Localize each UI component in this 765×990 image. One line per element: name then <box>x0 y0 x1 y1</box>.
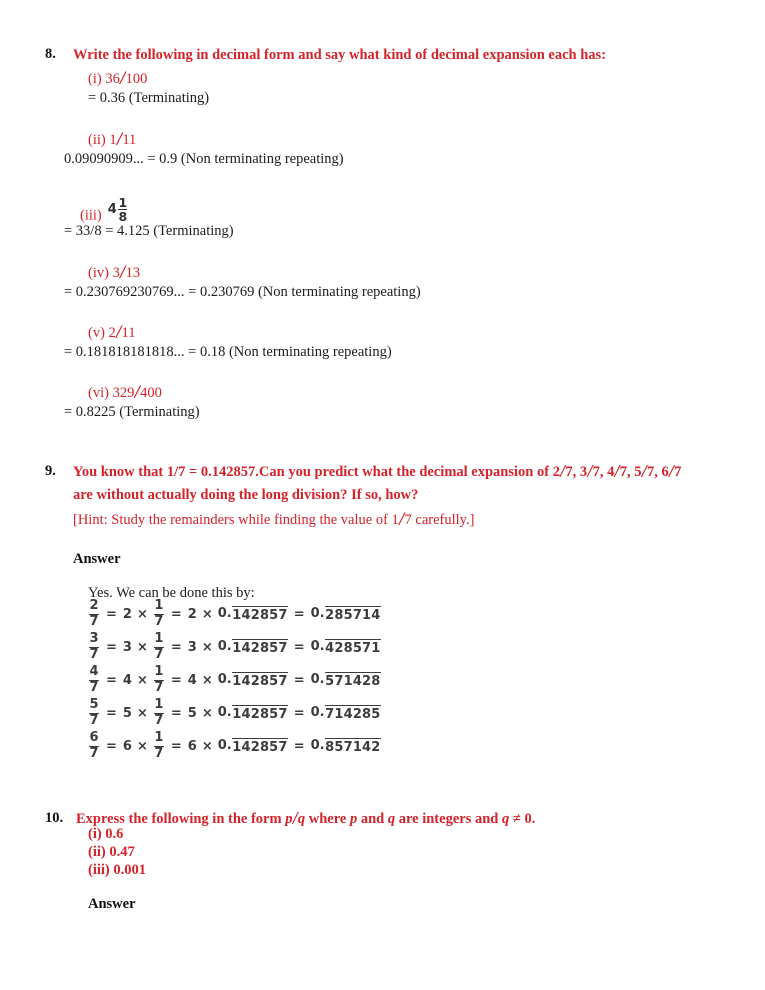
coefficient: 3 <box>187 639 197 655</box>
coefficient: 5 <box>187 705 197 721</box>
variable-p: p <box>349 811 358 827</box>
question-9-hint: [Hint: Study the remainders while finding the value of 1/7 carefully.] <box>73 509 475 530</box>
vinculum-overline: 571428 <box>325 673 381 689</box>
fraction-one-seventh: $\frac{1}{7}$ <box>154 631 164 662</box>
question-10-answer-heading: Answer <box>88 896 136 912</box>
fraction-slash-icon: / <box>587 461 593 481</box>
repeating-decimal-base: 0. 142857 <box>217 671 288 689</box>
vinculum-overline: 142857 <box>232 640 288 656</box>
question-10-number: 10. <box>45 810 64 826</box>
times-sign: × <box>201 705 213 721</box>
coefficient: 2 <box>187 606 197 622</box>
repeating-decimal-result: 0. 714285 <box>310 704 381 722</box>
q8-item-iv-answer: = 0.230769230769... = 0.230769 (Non terminating repeating) <box>64 284 421 300</box>
times-sign: × <box>201 639 213 655</box>
vinculum-overline: 142857 <box>232 706 288 722</box>
q8-item-ii-answer: 0.09090909... = 0.9 (Non terminating repeating) <box>64 151 344 167</box>
equals-sign: = <box>293 606 305 622</box>
vinculum-overline: 428571 <box>325 640 381 656</box>
q8-item-i-label: (i) 36/100 <box>88 68 148 89</box>
equals-sign: = <box>293 705 305 721</box>
equals-sign: = <box>106 672 117 688</box>
q8-item-iv-label: (iv) 3/13 <box>88 262 141 283</box>
repeating-decimal-base: 0. 142857 <box>217 737 288 755</box>
times-sign: × <box>136 672 148 688</box>
fraction-four-sevenths: $\frac{4}{7}$ <box>89 664 99 695</box>
times-sign: × <box>201 606 213 622</box>
equals-sign: = <box>106 705 117 721</box>
vinculum-overline: 714285 <box>325 706 381 722</box>
mixed-fraction-four-one-eighth: 4 $\frac{1}{8}$ <box>107 195 128 224</box>
equals-sign: = <box>170 705 182 721</box>
q8-item-iii-label: (iii) 4 $\frac{1}{8}$ <box>80 195 128 224</box>
times-sign: × <box>201 672 213 688</box>
question-8-heading <box>45 44 685 67</box>
fraction-slash-icon: / <box>641 461 647 481</box>
coefficient: 6 <box>187 738 197 754</box>
variable-p: p <box>285 811 293 827</box>
question-8-number: 8. <box>45 46 56 62</box>
equation-row <box>88 666 381 694</box>
variable-q: q <box>387 811 396 827</box>
equation-row <box>88 699 381 727</box>
q8-item-i-answer: = 0.36 (Terminating) <box>88 90 210 106</box>
times-sign: × <box>136 606 148 622</box>
q8-item-vi-label: (vi) 329/400 <box>88 382 162 403</box>
fraction-one-seventh: $\frac{1}{7}$ <box>154 664 164 695</box>
question-9-number: 9. <box>45 463 56 479</box>
fraction-slash-icon: / <box>614 461 620 481</box>
times-sign: × <box>201 738 213 754</box>
equals-sign: = <box>170 606 182 622</box>
fraction-six-sevenths: $\frac{6}{7}$ <box>89 730 99 761</box>
fraction-slash-icon: / <box>116 129 123 150</box>
variable-q: q <box>501 811 510 827</box>
fraction-slash-icon: / <box>134 382 140 403</box>
equals-sign: = <box>293 639 305 655</box>
q8-item-ii-label: (ii) 1/11 <box>88 129 137 150</box>
vinculum-overline: 857142 <box>325 739 381 755</box>
repeating-decimal-result: 0. 857142 <box>310 737 381 755</box>
equals-sign: = <box>170 672 182 688</box>
repeating-decimal-result: 0. 571428 <box>310 671 381 689</box>
question-9-heading <box>45 461 685 508</box>
fraction-slash-icon: / <box>116 322 122 343</box>
equals-sign: = <box>106 738 117 754</box>
equals-sign: = <box>293 738 305 754</box>
q10-item-iii: (iii) 0.001 <box>88 862 146 878</box>
question-10-heading <box>45 808 705 831</box>
fraction-slash-icon: / <box>560 461 566 481</box>
repeating-decimal-result: 0. 428571 <box>310 638 381 656</box>
coefficient: 2 <box>122 606 132 622</box>
q10-item-i: (i) 0.6 <box>88 826 124 842</box>
equals-sign: = <box>106 639 117 655</box>
q8-item-v-answer: = 0.181818181818... = 0.18 (Non terminating repeating) <box>64 344 392 360</box>
repeating-decimal-base: 0. 142857 <box>217 605 288 623</box>
q8-item-vi-answer: = 0.8225 (Terminating) <box>64 404 200 420</box>
repeating-decimal-base: 0. 142857 <box>217 638 288 656</box>
coefficient: 3 <box>122 639 132 655</box>
question-8-prompt: Write the following in decimal form and say what kind of decimal expansion each has: <box>73 47 607 63</box>
equals-sign: = <box>106 606 117 622</box>
equation-row <box>88 633 381 661</box>
fraction-slash-icon: / <box>399 509 405 530</box>
fraction-two-sevenths: $\frac{2}{7}$ <box>89 598 99 629</box>
coefficient: 5 <box>122 705 132 721</box>
fraction-slash-icon: / <box>669 461 674 481</box>
q8-item-iii-answer: = 33/8 = 4.125 (Terminating) <box>64 223 234 239</box>
times-sign: × <box>136 639 148 655</box>
vinculum-overline: 142857 <box>232 607 288 623</box>
question-9-prompt: You know that 1/7 = 0.142857.Can you predict what the decimal expansion of 2/7, 3/7, 4/7, 5/7, 6/7 are without actually doing the long division? If so, how? <box>73 461 682 504</box>
question-10-prompt: Express the following in the form p/q where p and q are integers and q ≠ 0. <box>76 808 536 828</box>
vinculum-overline: 142857 <box>232 739 288 755</box>
repeating-decimal-result: 0. 285714 <box>310 605 381 623</box>
coefficient: 4 <box>122 672 132 688</box>
fraction-one-seventh: $\frac{1}{7}$ <box>154 697 164 728</box>
fraction-one-seventh: $\frac{1}{7}$ <box>154 598 164 629</box>
variable-q: q <box>297 811 306 827</box>
vinculum-overline: 142857 <box>232 673 288 689</box>
q8-item-v-label: (v) 2/11 <box>88 322 136 343</box>
equals-sign: = <box>293 672 305 688</box>
fraction-five-sevenths: $\frac{5}{7}$ <box>89 697 99 728</box>
fraction-one-seventh: $\frac{1}{7}$ <box>154 730 164 761</box>
coefficient: 6 <box>122 738 132 754</box>
fraction-slash-icon: / <box>120 262 126 283</box>
times-sign: × <box>136 705 148 721</box>
fraction-slash-icon: / <box>292 808 298 828</box>
q10-item-ii: (ii) 0.47 <box>88 844 135 860</box>
equals-sign: = <box>170 639 182 655</box>
question-9-equation-list <box>88 600 381 760</box>
fraction-slash-icon: / <box>120 68 126 89</box>
vinculum-overline: 285714 <box>325 607 381 623</box>
times-sign: × <box>136 738 148 754</box>
equals-sign: = <box>170 738 182 754</box>
coefficient: 4 <box>187 672 197 688</box>
question-9-answer-heading: Answer <box>73 551 121 567</box>
repeating-decimal-base: 0. 142857 <box>217 704 288 722</box>
question-9-intro: Yes. We can be done this by: <box>88 585 255 601</box>
fraction-three-sevenths: $\frac{3}{7}$ <box>89 631 99 662</box>
equation-row <box>88 600 381 628</box>
equation-row <box>88 732 381 760</box>
